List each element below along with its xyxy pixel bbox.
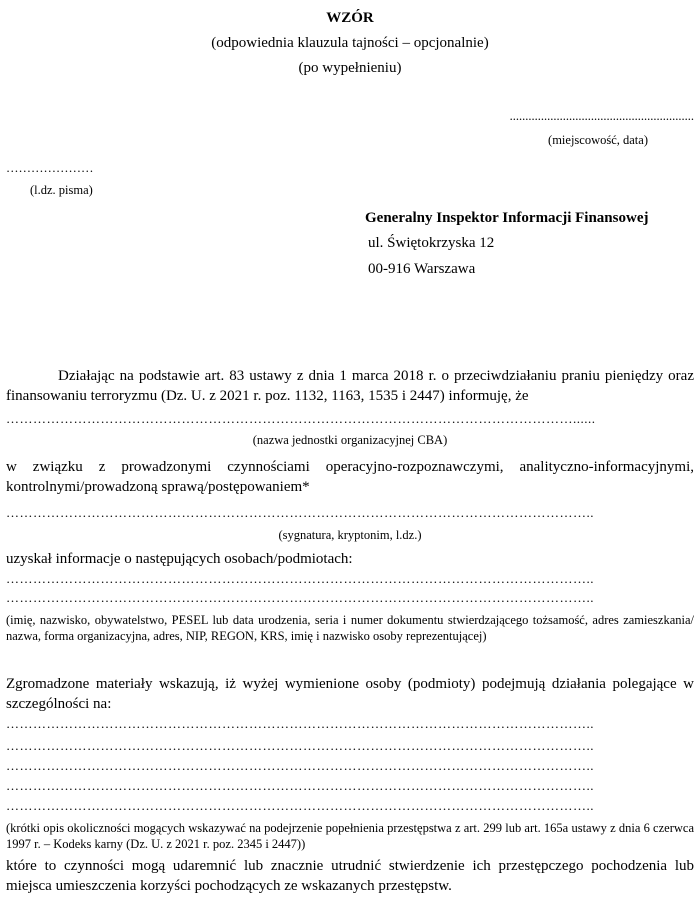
addressee-street: ul. Świętokrzyska 12 bbox=[368, 235, 495, 251]
activities-dots-4: ………………………………………………………………………………………………………………….. bbox=[6, 778, 594, 793]
activities-dots-3: ………………………………………………………………………………………………………………….. bbox=[6, 758, 594, 773]
classification-clause: (odpowiednia klauzula tajności – opcjonalnie) bbox=[211, 35, 489, 51]
persons-dots-2: ………………………………………………………………………………………………………………….. bbox=[6, 590, 594, 605]
activities-paragraph: Zgromadzone materiały wskazują, iż wyżej wymienione osoby (podmioty) podejmują działania polegające w szczególności na: bbox=[6, 676, 694, 712]
case-dots: ………………………………………………………………………………………………………………….. bbox=[6, 505, 594, 520]
addressee-city: 00-916 Warszawa bbox=[368, 261, 476, 277]
reference-dots: ………………… bbox=[6, 161, 94, 175]
context-paragraph: w związku z prowadzonymi czynnościami operacyjno-rozpoznawczymi, analityczno-informacyjnymi, kontrolnymi/prowadzoną sprawą/postępowaniem* bbox=[6, 459, 694, 495]
persons-dots-1: ………………………………………………………………………………………………………………….. bbox=[6, 571, 594, 586]
case-caption: (sygnatura, kryptonim, l.dz.) bbox=[278, 528, 422, 542]
persons-caption: (imię, nazwisko, obywatelstwo, PESEL lub data urodzenia, seria i numer dokumentu stwierdzającego tożsamość, adres zamieszkania/ nazwa, forma organizacyjna, adres, NIP, REGON, KRS, imię i nazwisko osoby reprezentującej) bbox=[6, 613, 694, 643]
reference-caption: (l.dz. pisma) bbox=[30, 183, 93, 197]
place-date-caption: (miejscowość, data) bbox=[548, 133, 648, 147]
intro-paragraph: Działając na podstawie art. 83 ustawy z dnia 1 marca 2018 r. o przeciwdziałaniu praniu pieniędzy oraz finansowaniu terroryzmu (Dz. U. z 2021 r. poz. 1132, 1163, 1535 i 2447) informuję, że bbox=[6, 368, 694, 404]
filled-note: (po wypełnieniu) bbox=[298, 60, 402, 76]
form-title: WZÓR bbox=[326, 10, 374, 26]
unit-caption: (nazwa jednostki organizacyjnej CBA) bbox=[252, 433, 448, 447]
addressee-name: Generalny Inspektor Informacji Finansowej bbox=[365, 210, 649, 226]
place-date-dots: ........................................................... bbox=[509, 109, 694, 123]
activities-caption: (krótki opis okoliczności mogących wskazywać na podejrzenie popełnienia przestępstwa z art. 299 lub art. 165a ustawy z dnia 6 czerwca 1997 r. – Kodeks karny (Dz. U. z 2021 r. poz. 2345 i 2447)) bbox=[6, 821, 694, 851]
persons-intro: uzyskał informacje o następujących osobach/podmiotach: bbox=[6, 551, 353, 567]
activities-dots-2: ………………………………………………………………………………………………………………….. bbox=[6, 738, 594, 753]
closing-paragraph: które to czynności mogą udaremnić lub znacznie utrudnić stwierdzenie ich przestępczego pochodzenia lub miejsca umieszczenia korzyści pochodzących ze wskazanych przestępstw. bbox=[6, 858, 694, 894]
unit-dots: ………………………………………………………………………………………………………………...... bbox=[6, 411, 596, 426]
activities-dots-1: ………………………………………………………………………………………………………………….. bbox=[6, 716, 594, 731]
activities-dots-5: ………………………………………………………………………………………………………………….. bbox=[6, 798, 594, 813]
